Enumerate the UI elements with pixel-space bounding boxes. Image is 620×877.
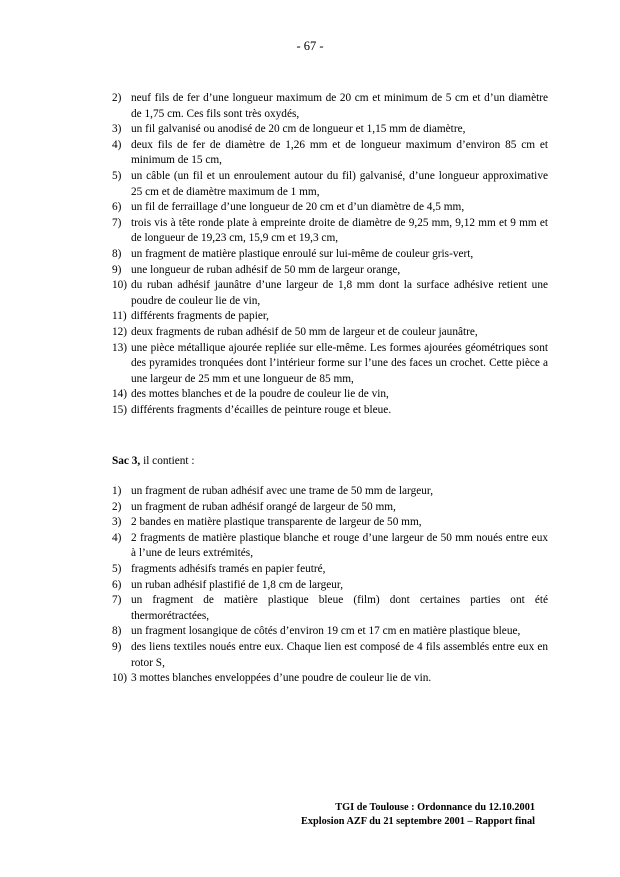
list-item (112, 671, 548, 687)
list-item (112, 200, 548, 216)
section-heading-bold: Sac 3, (112, 455, 141, 467)
list-item (112, 624, 548, 640)
list-item (112, 387, 548, 403)
list-item-number: 7) (112, 594, 122, 607)
list-item-number: 9) (112, 263, 122, 276)
list-item-text: 2 fragments de matière plastique blanche et rouge d’une largeur de 50 mm noués entre eux à l’une de leurs extrémités, (131, 531, 548, 560)
list-item (112, 484, 548, 500)
list-item-text: un fragment de ruban adhésif orangé de largeur de 50 mm, (131, 500, 396, 513)
list-item (112, 278, 548, 309)
list-item-number: 1) (112, 485, 122, 497)
list-item-text: des mottes blanches et de la poudre de couleur lie de vin, (131, 388, 389, 401)
list-item-text: un fragment de matière plastique bleue (film) dont certaines parties ont été thermorétractées, (131, 594, 548, 622)
list-item-text: un fragment losangique de côtés d’environ 19 cm et 17 cm en matière plastique bleue, (131, 625, 521, 638)
list-item (112, 562, 548, 578)
list-item (112, 578, 548, 594)
list-item-text: une longueur de ruban adhésif de 50 mm de largeur orange, (131, 263, 401, 276)
footer-line-1: TGI de Toulouse : Ordonnance du 12.10.2001 (335, 802, 535, 813)
items-list-sac-2 (112, 91, 548, 418)
list-item-text: fragments adhésifs tramés en papier feutré, (131, 562, 326, 575)
list-item (112, 403, 548, 419)
list-item-text: une pièce métallique ajourée repliée sur elle-même. Les formes ajourées géométriques sont des pyramides tronquées dont l’intérieur forme sur l’une des faces un crochet. Cette pièce a une largeur de 25 mm et une longueur de 85 mm, (131, 341, 548, 385)
list-item-text: un câble (un fil et un enroulement autour du fil) galvanisé, d’une longueur approximative 25 cm et de diamètre maximum de 1 mm, (131, 169, 548, 198)
list-item-number: 12) (112, 325, 128, 338)
list-item-text: différents fragments de papier, (131, 310, 269, 323)
list-item-number: 9) (112, 640, 122, 653)
list-item-number: 11) (112, 310, 127, 323)
list-item-number: 4) (112, 531, 122, 544)
list-item-number: 15) (112, 403, 128, 416)
list-item (112, 216, 548, 247)
list-item-text: 3 mottes blanches enveloppées d’une poudre de couleur lie de vin. (131, 672, 432, 685)
list-item-number: 2) (112, 92, 122, 104)
list-item (112, 138, 548, 169)
page-number: - 67 - (296, 39, 324, 53)
list-item (112, 325, 548, 341)
section-heading-rest: il contient : (140, 455, 195, 467)
section-heading-sac-3 (112, 454, 195, 470)
list-item-number: 3) (112, 123, 122, 136)
list-item-number: 6) (112, 201, 122, 214)
list-item-text: un fil galvanisé ou anodisé de 20 cm de longueur et 1,15 mm de diamètre, (131, 123, 466, 136)
list-item-number: 8) (112, 247, 122, 260)
list-item-text: un fil de ferraillage d’une longueur de 20 cm et d’un diamètre de 4,5 mm, (131, 201, 465, 214)
footer-line-2: Explosion AZF du 21 septembre 2001 – Rapport final (301, 816, 535, 827)
list-item (112, 640, 548, 671)
list-item-number: 13) (112, 341, 128, 354)
list-item (112, 500, 548, 516)
list-item-text: un ruban adhésif plastifié de 1,8 cm de largeur, (131, 578, 344, 591)
list-item-number: 7) (112, 216, 122, 229)
list-item-text: un fragment de ruban adhésif avec une trame de 50 mm de largeur, (131, 485, 434, 497)
list-item-number: 8) (112, 625, 122, 638)
list-item-text: 2 bandes en matière plastique transparente de largeur de 50 mm, (131, 516, 422, 529)
list-item (112, 247, 548, 263)
list-item-number: 4) (112, 138, 122, 151)
footer (301, 801, 535, 829)
list-item-number: 10) (112, 672, 128, 685)
list-item-number: 10) (112, 279, 128, 292)
list-item-number: 3) (112, 516, 122, 529)
list-item (112, 309, 548, 325)
list-item-text: différents fragments d’écailles de peinture rouge et bleue. (131, 403, 392, 416)
list-item-text: deux fragments de ruban adhésif de 50 mm de largeur et de couleur jaunâtre, (131, 325, 478, 338)
list-item-text: un fragment de matière plastique enroulé sur lui-même de couleur gris-vert, (131, 247, 474, 260)
list-item-text: du ruban adhésif jaunâtre d’une largeur de 1,8 mm dont la surface adhésive retient une poudre de couleur lie de vin, (131, 279, 548, 307)
list-item (112, 91, 548, 122)
list-item (112, 263, 548, 279)
list-item-number: 6) (112, 578, 122, 591)
list-item-number: 5) (112, 169, 122, 182)
list-item-number: 14) (112, 388, 128, 401)
list-item-number: 5) (112, 562, 122, 575)
list-item-number: 2) (112, 500, 122, 513)
list-item (112, 593, 548, 624)
list-item-text: des liens textiles noués entre eux. Chaque lien est composé de 4 fils assemblés entre eux en rotor S, (131, 640, 548, 669)
list-item (112, 122, 548, 138)
list-item (112, 515, 548, 531)
list-item-text: deux fils de fer de diamètre de 1,26 mm et de longueur maximum d’environ 85 cm et minimum de 15 cm, (131, 138, 548, 167)
list-item (112, 531, 548, 562)
list-item-text: trois vis à tête ronde plate à empreinte droite de diamètre de 9,25 mm, 9,12 mm et 9 mm et de longueur de 19,23 cm, 15,9 cm et 19,3 cm, (131, 216, 548, 245)
list-item-text: neuf fils de fer d’une longueur maximum de 20 cm et minimum de 5 cm et d’un diamètre de 1,75 cm. Ces fils sont très oxydés, (131, 92, 548, 120)
list-item (112, 341, 548, 388)
items-list-sac-3 (112, 484, 548, 687)
list-item (112, 169, 548, 200)
